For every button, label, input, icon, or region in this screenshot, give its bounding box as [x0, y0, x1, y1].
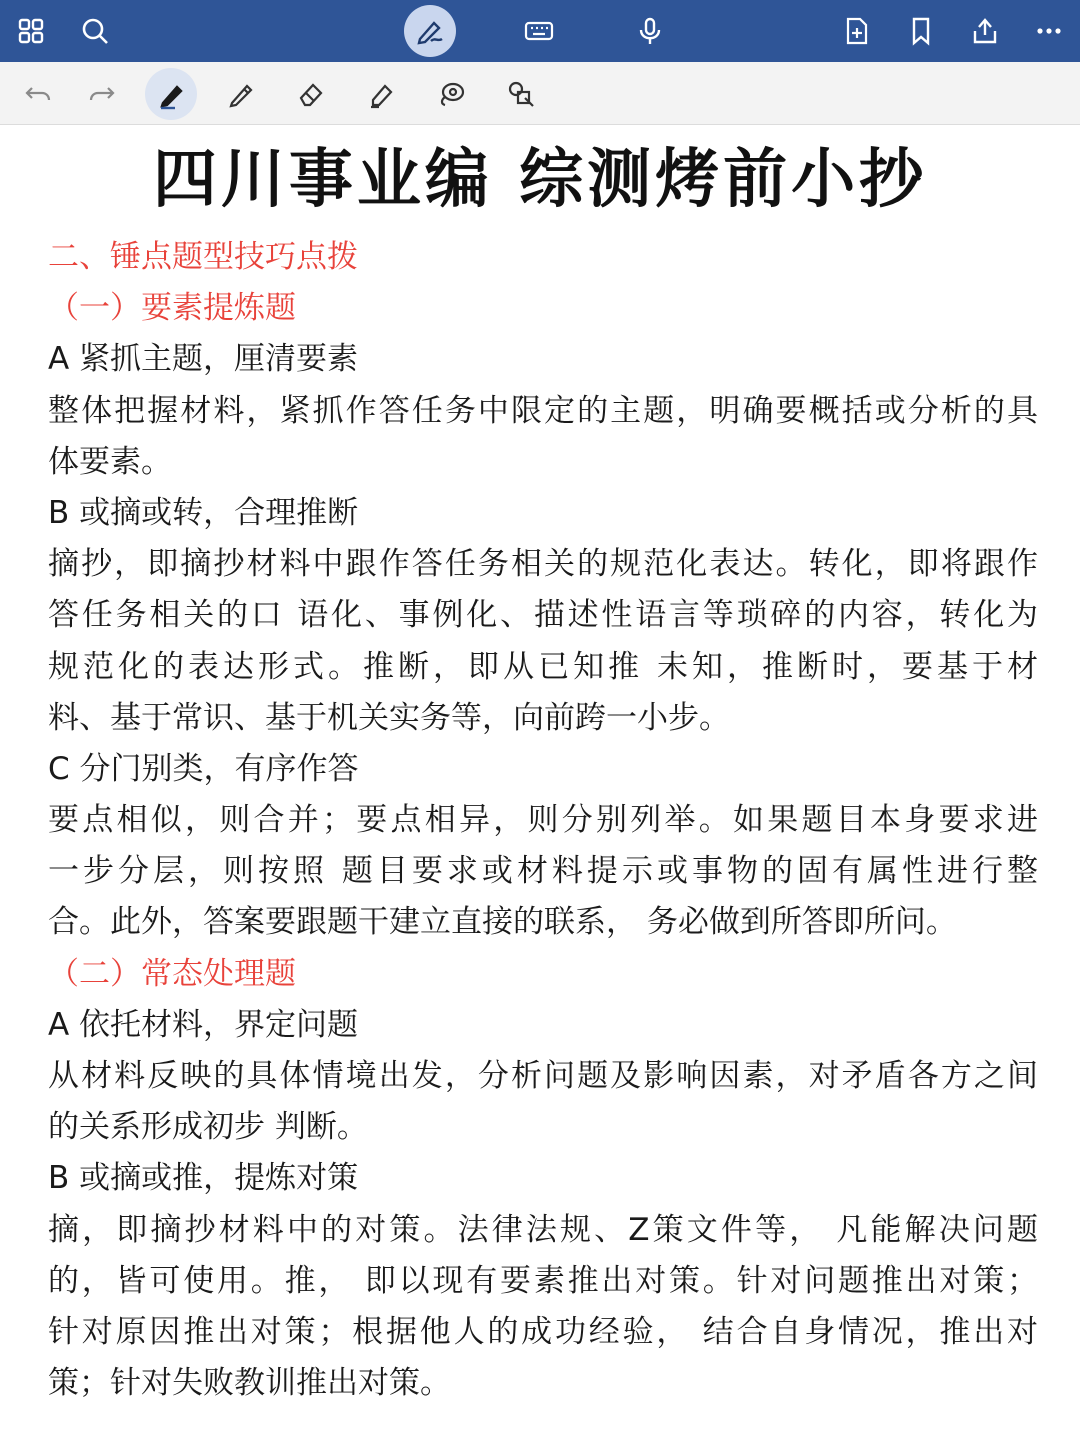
bookmark-icon[interactable] — [902, 12, 940, 50]
text-line: 规范化的表达形式。推断，即从已知推 未知，推断时，要基于材 — [48, 648, 1038, 685]
text-line: 答任务相关的口 语化、事例化、描述性语言等琐碎的内容，转化为 — [48, 597, 1038, 634]
redo-icon[interactable] — [84, 76, 120, 112]
undo-icon[interactable] — [20, 76, 56, 112]
text-line: 的，皆可使用。推， 即以现有要素推出对策。针对问题推出对策； — [48, 1262, 1038, 1299]
text-line: 要点相似，则合并；要点相异，则分别列举。如果题目本身要求进 — [48, 802, 1038, 839]
text-line: A 紧抓主题，厘清要素 — [48, 341, 359, 378]
text-line: 从材料反映的具体情境出发，分析问题及影响因素，对矛盾各方之间 — [48, 1058, 1038, 1094]
text-line: 的关系形成初步 判断。 — [48, 1109, 368, 1146]
section-heading: 二、锤点题型技巧点拨 — [48, 239, 358, 275]
text-line: 体要素。 — [48, 443, 172, 480]
pencil-icon[interactable] — [223, 76, 259, 112]
document-body — [48, 232, 1038, 1409]
add-page-icon[interactable] — [838, 12, 876, 50]
section-heading: （二）常态处理题 — [48, 955, 296, 992]
grid-icon[interactable] — [12, 12, 50, 50]
pen-icon[interactable] — [153, 76, 189, 112]
text-line: 料、基于常识、基于机关实务等，向前跨一小步。 — [48, 699, 730, 736]
eraser-icon[interactable] — [293, 76, 329, 112]
text-line: 一步分层，则按照 题目要求或材料提示或事物的固有属性进行整 — [48, 853, 1038, 890]
highlighter-icon[interactable] — [363, 76, 399, 112]
section-heading: （一）要素提炼题 — [48, 290, 296, 327]
page-title: 四川事业编 综测烤前小抄 — [152, 143, 928, 217]
text-line: B 或摘或推，提炼对策 — [48, 1160, 359, 1197]
text-line: A 依托材料，界定问题 — [48, 1006, 359, 1043]
keyboard-icon[interactable] — [520, 12, 558, 50]
text-line: B 或摘或转，合理推断 — [48, 494, 359, 531]
pen-mode-icon[interactable] — [404, 5, 456, 57]
search-icon[interactable] — [76, 12, 114, 50]
more-icon[interactable] — [1030, 12, 1068, 50]
text-line: 整体把握材料，紧抓作答任务中限定的主题，明确要概括或分析的具 — [48, 392, 1038, 429]
lasso-icon[interactable] — [433, 76, 469, 112]
text-line: 针对原因推出对策；根据他人的成功经验， 结合自身情况，推出对 — [48, 1313, 1038, 1350]
text-line: 合。此外，答案要跟题干建立直接的联系， 务必做到所答即所问。 — [48, 904, 957, 941]
text-line: C 分门别类，有序作答 — [48, 750, 359, 787]
microphone-icon[interactable] — [631, 12, 669, 50]
text-line: 摘抄，即摘抄材料中跟作答任务相关的规范化表达。转化，即将跟作 — [48, 546, 1038, 583]
top-toolbar — [0, 0, 1080, 62]
shapes-icon[interactable] — [503, 76, 539, 112]
text-line: 策；针对失败教训推出对策。 — [48, 1365, 451, 1402]
share-icon[interactable] — [966, 12, 1004, 50]
text-line: 摘，即摘抄材料中的对策。法律法规、Z策文件等， 凡能解决问题 — [48, 1211, 1038, 1248]
